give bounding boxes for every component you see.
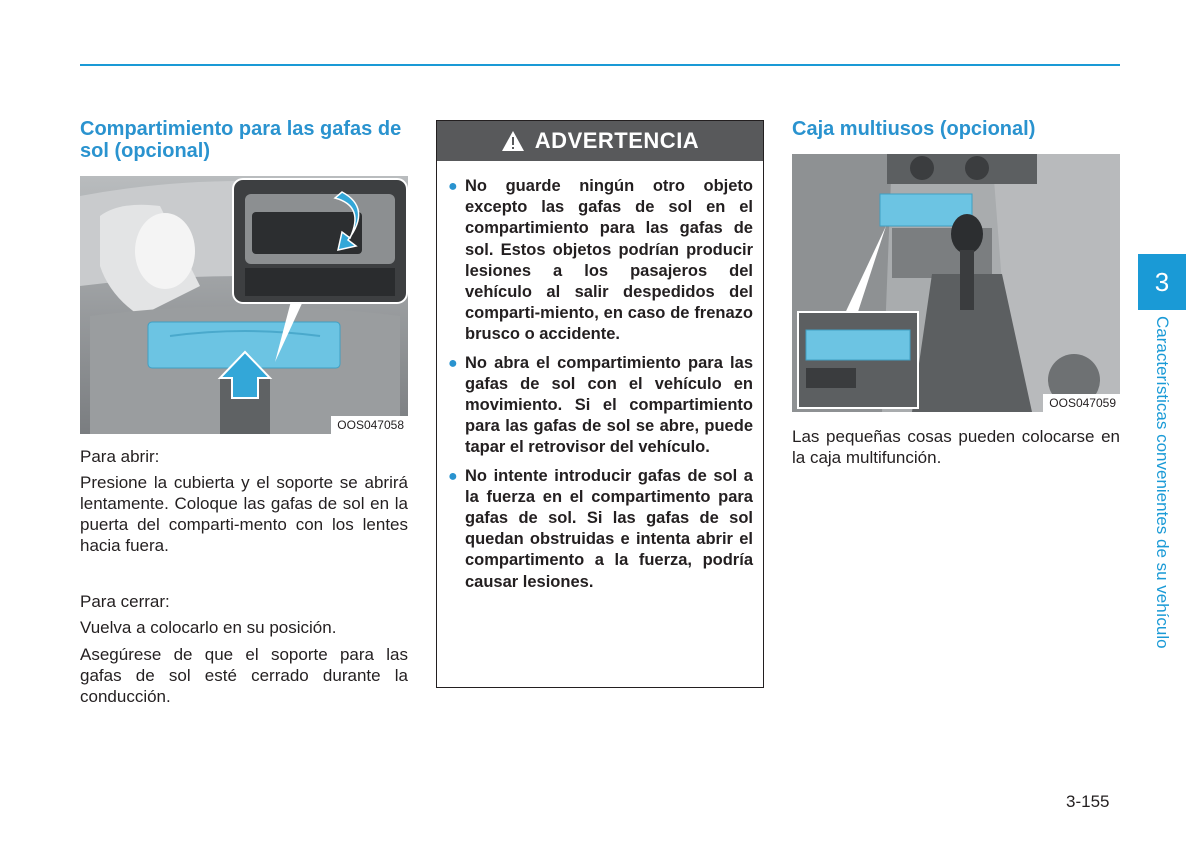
- sunglass-holder-illustration: [80, 176, 408, 434]
- sunglass-holder-figure: [80, 176, 408, 434]
- warning-box: [436, 120, 764, 688]
- multi-box-heading: Caja multiusos (opcional): [792, 118, 1036, 140]
- bullet-icon: ●: [448, 467, 458, 485]
- warning-triangle-icon: [501, 130, 525, 152]
- close-note: Asegúrese de que el soporte para las gafas de sol esté cerrado durante la conducción.: [80, 645, 408, 706]
- chapter-number-tab: 3: [1138, 254, 1186, 310]
- figure-code-right: OOS047059: [1043, 394, 1120, 412]
- multi-box-figure: [792, 154, 1120, 412]
- open-instructions: Presione la cubierta y el soporte se abrirá lentamente. Coloque las gafas de sol en la puerta del comparti-mento con los lentes hacia fuera.: [80, 473, 408, 555]
- close-instructions: Vuelva a colocarlo en su posición.: [80, 618, 337, 637]
- warning-item: [447, 176, 753, 346]
- warning-item-text: No guarde ningún otro objeto excepto las gafas de sol en el compartimiento para las gafas de sol. Estos objetos podrían producir lesiones a los pasajeros del vehículo al salir despedidos del comparti-miento, en caso de frenazo brusco o accidente.: [465, 177, 753, 344]
- warning-item-text: No intente introducir gafas de sol a la fuerza en el compartimento para gafas de sol. Si las gafas de sol quedan obstruidas e intenta abrir el compartimento a la fuerza, podría causar lesiones.: [465, 466, 753, 591]
- chapter-title: Características convenientes de su vehículo: [1153, 316, 1172, 649]
- top-rule: [80, 64, 1120, 66]
- warning-list: [437, 161, 763, 593]
- warning-item: [447, 353, 753, 459]
- close-label: Para cerrar:: [80, 592, 170, 611]
- page-number: 3-155: [1066, 792, 1110, 811]
- bullet-icon: ●: [448, 178, 458, 195]
- multi-box-illustration: [792, 154, 1120, 412]
- warning-item-text: No abra el compartimiento para las gafas de sol con el vehículo en movimiento. Si el compartimiento para las gafas de sol se abre, puede tapar el retrovisor del vehículo.: [465, 353, 753, 457]
- warning-item: [447, 466, 753, 593]
- multi-box-description: Las pequeñas cosas pueden colocarse en la caja multifunción.: [792, 427, 1120, 467]
- warning-title: ADVERTENCIA: [534, 128, 700, 153]
- figure-code-left: OOS047058: [331, 416, 408, 434]
- bullet-icon: ●: [448, 354, 458, 372]
- open-label: Para abrir:: [80, 447, 160, 466]
- sunglass-holder-heading: Compartimiento para las gafas de sol (opcional): [80, 118, 402, 162]
- warning-header: [437, 121, 763, 161]
